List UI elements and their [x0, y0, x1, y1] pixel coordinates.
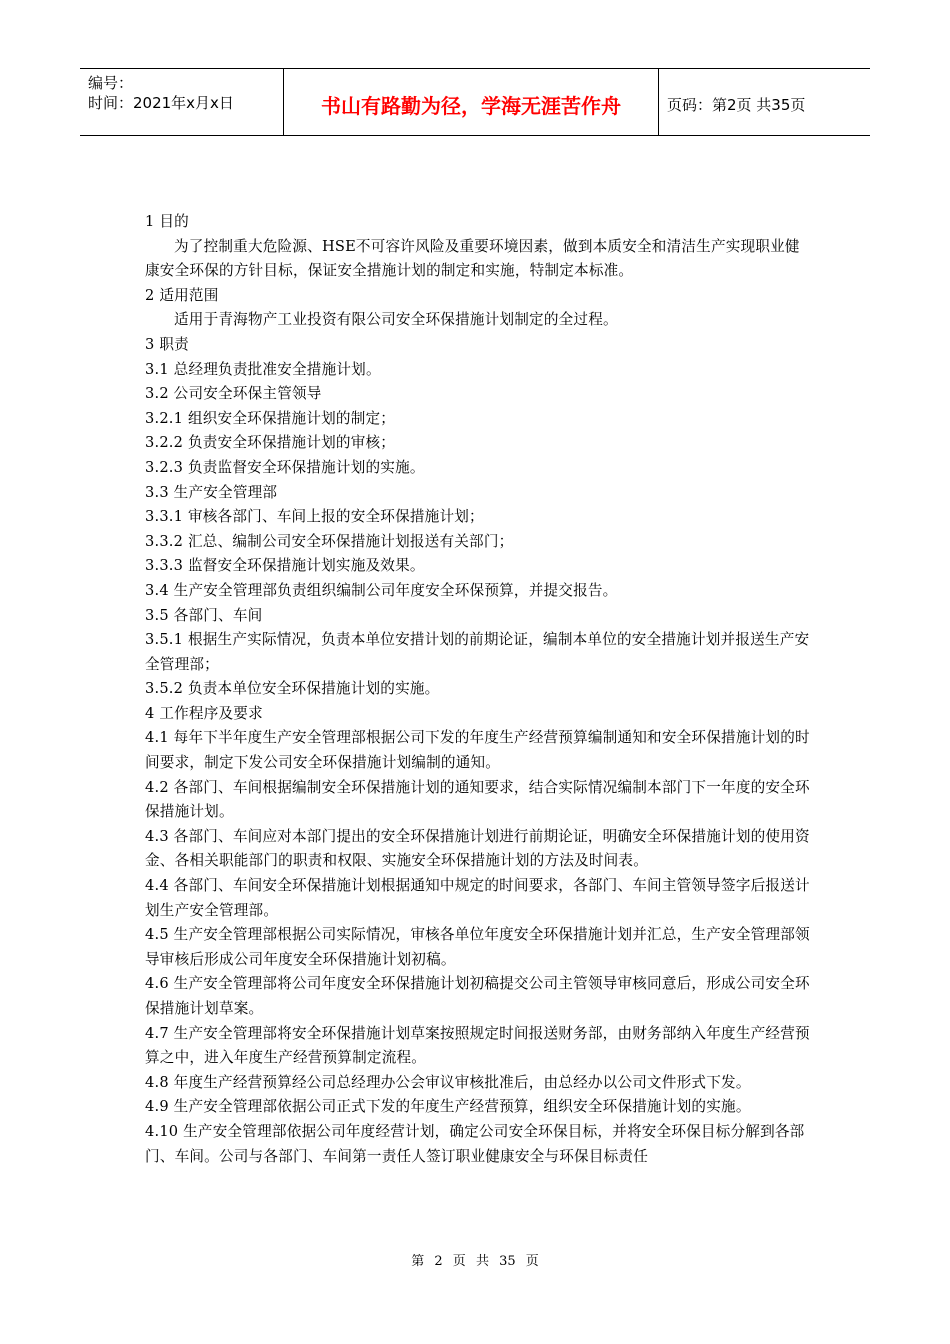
paragraph: 3.3 生产安全管理部 — [145, 483, 278, 501]
paragraph: 1 目的 — [145, 213, 189, 230]
header-motto-cell — [284, 69, 659, 135]
paragraph: 3.3.1 审核各部门、车间上报的安全环保措施计划； — [145, 508, 484, 526]
paragraph: 3.2 公司安全环保主管领导 — [145, 385, 322, 403]
paragraph: 3.3.3 监督安全环保措施计划实施及效果。 — [145, 557, 425, 575]
paragraph: 3.5.1 根据生产实际情况，负责本单位安措计划的前期论证，编制本单位的安全措施计划并报送生产安全管理部； — [145, 631, 810, 673]
paragraph: 适用于青海物产工业投资有限公司安全环保措施计划制定的全过程。 — [174, 311, 618, 329]
paragraph: 4.2 各部门、车间根据编制安全环保措施计划的通知要求，结合实际情况编制本部门下一年度的安全环保措施计划。 — [145, 778, 810, 821]
paragraph: 3.2.2 负责安全环保措施计划的审核； — [145, 434, 396, 452]
paragraph: 3.3.2 汇总、编制公司安全环保措施计划报送有关部门； — [145, 532, 514, 550]
document-body — [145, 210, 810, 1169]
document-header — [80, 68, 870, 136]
footer-page-number: 2 — [434, 1254, 443, 1269]
document-number-label: 编号： — [88, 74, 134, 92]
paragraph: 3 职责 — [145, 335, 189, 353]
paragraph: 3.2.1 组织安全环保措施计划的制定； — [145, 409, 396, 427]
footer-total-pages: 35 — [499, 1254, 516, 1269]
paragraph: 4.10 生产安全管理部依据公司年度经营计划，确定公司安全环保目标，并将安全环保目标分解到各部门、车间。公司与各部门、车间第一责任人签订职业健康安全与环保目标责任 — [145, 1122, 805, 1165]
footer-ye-2: 页 — [525, 1254, 539, 1269]
paragraph: 4.3 各部门、车间应对本部门提出的安全环保措施计划进行前期论证，明确安全环保措施计划的使用资金、各相关职能部门的职责和权限、实施安全环保措施计划的方法及时间表。 — [145, 827, 810, 870]
paragraph: 4.7 生产安全管理部将安全环保措施计划草案按照规定时间报送财务部，由财务部纳入年度生产经营预算之中，进入年度生产经营预算制定流程。 — [145, 1024, 810, 1067]
paragraph: 3.5 各部门、车间 — [145, 606, 263, 624]
footer-ye: 页 — [452, 1254, 466, 1269]
paragraph: 2 适用范围 — [145, 286, 219, 304]
paragraph: 4.1 每年下半年度生产安全管理部根据公司下发的年度生产经营预算编制通知和安全环保措施计划的时间要求，制定下发公司安全环保措施计划编制的通知。 — [145, 729, 810, 772]
paragraph: 3.4 生产安全管理部负责组织编制公司年度安全环保预算，并提交报告。 — [145, 581, 618, 599]
paragraph: 4.4 各部门、车间安全环保措施计划根据通知中规定的时间要求，各部门、车间主管领导签字后报送计划生产安全管理部。 — [145, 877, 810, 919]
paragraph: 3.5.2 负责本单位安全环保措施计划的实施。 — [145, 680, 440, 698]
paragraph: 4.5 生产安全管理部根据公司实际情况，审核各单位年度安全环保措施计划并汇总，生产安全管理部领导审核后形成公司年度安全环保措施计划初稿。 — [145, 926, 810, 968]
paragraph: 4.9 生产安全管理部依据公司正式下发的年度生产经营预算，组织安全环保措施计划的实施。 — [145, 1098, 751, 1116]
header-meta-cell — [80, 69, 284, 135]
footer-di: 第 — [411, 1254, 425, 1269]
paragraph: 3.2.3 负责监督安全环保措施计划的实施。 — [145, 458, 425, 476]
document-time-label: 时间：2021年x月x日 — [88, 94, 234, 112]
paragraph: 4.6 生产安全管理部将公司年度安全环保措施计划初稿提交公司主管领导审核同意后，形成公司安全环保措施计划草案。 — [145, 975, 810, 1017]
paragraph: 为了控制重大危险源、HSE不可容许风险及重要环境因素，做到本质安全和清洁生产实现职业健康安全环保的方针目标，保证安全措施计划的制定和实施，特制定本标准。 — [145, 237, 800, 280]
footer-gong: 共 — [475, 1254, 489, 1269]
paragraph: 4 工作程序及要求 — [145, 704, 263, 722]
header-motto: 书山有路勤为径，学海无涯苦作舟 — [321, 93, 621, 118]
header-page-info: 页码：第2页 共35页 — [667, 95, 806, 114]
paragraph: 4.8 年度生产经营预算经公司总经理办公会审议审核批准后，由总经办以公司文件形式下发。 — [145, 1073, 751, 1091]
page-footer — [0, 1250, 950, 1269]
paragraph: 3.1 总经理负责批准安全措施计划。 — [145, 360, 381, 378]
